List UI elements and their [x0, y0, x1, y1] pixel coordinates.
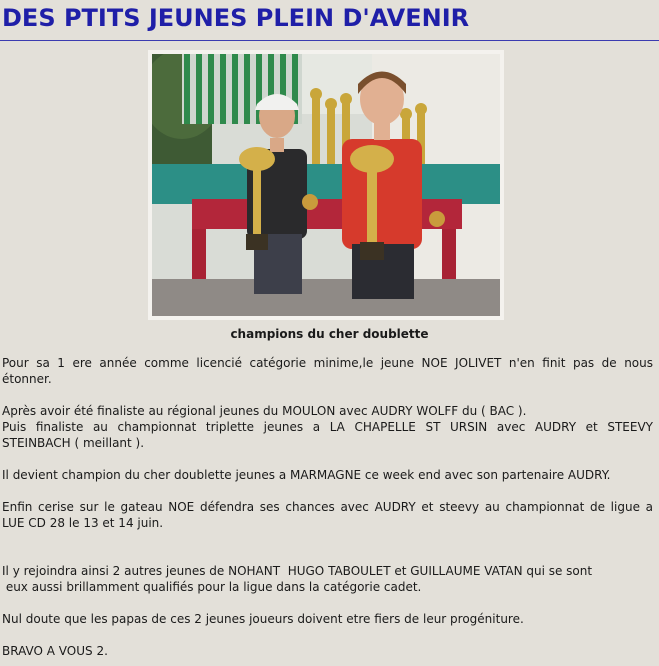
text-line: Après avoir été finaliste au régional jeunes du MOULON avec AUDRY WOLFF du ( BAC ).: [2, 404, 527, 418]
photo-medal-left: [302, 194, 318, 210]
paragraph: [2, 643, 653, 659]
photo-frame: [148, 50, 504, 320]
text-line: Puis finaliste au championnat triplette jeunes a LA CHAPELLE ST URSIN avec AUDRY et STEEVY: [2, 420, 653, 434]
paragraph: [2, 403, 653, 451]
text-line: eux aussi brillamment qualifiés pour la ligue dans la catégorie cadet.: [2, 580, 422, 594]
photo-medal-right: [429, 211, 445, 227]
photo-ground: [152, 279, 500, 316]
text-line: Il devient champion du cher doublette jeunes a MARMAGNE ce week end avec son partenaire AUDRY.: [2, 468, 611, 482]
paragraph: [2, 563, 653, 595]
text-line: LUE CD 28 le 13 et 14 juin.: [2, 516, 164, 530]
text-line: étonner.: [2, 372, 52, 386]
text-line: Pour sa 1 ere année comme licencié catégorie minime,le jeune NOE JOLIVET n'en finit pas de nous: [2, 356, 653, 370]
page-title: DES PTITS JEUNES PLEIN D'AVENIR: [2, 4, 470, 32]
paragraph: [2, 499, 653, 531]
text-line: Enfin cerise sur le gateau NOE défendra ses chances avec AUDRY et steevy au championnat de ligue a: [2, 500, 653, 514]
text-line: Il y rejoindra ainsi 2 autres jeunes de NOHANT HUGO TABOULET et GUILLAUME VATAN qui se sont: [2, 564, 593, 578]
text-line: BRAVO A VOUS 2.: [2, 644, 108, 658]
champions-photo: [152, 54, 500, 316]
text-line: STEINBACH ( meillant ).: [2, 436, 145, 450]
article-body: [2, 355, 653, 659]
text-line: Nul doute que les papas de ces 2 jeunes joueurs doivent etre fiers de leur progéniture.: [2, 612, 524, 626]
photo-green-table: [152, 164, 500, 204]
title-divider: [0, 40, 659, 41]
photo-caption: champions du cher doublette: [230, 327, 429, 341]
paragraph: [2, 355, 653, 387]
paragraph: [2, 611, 653, 627]
paragraph: [2, 467, 653, 483]
